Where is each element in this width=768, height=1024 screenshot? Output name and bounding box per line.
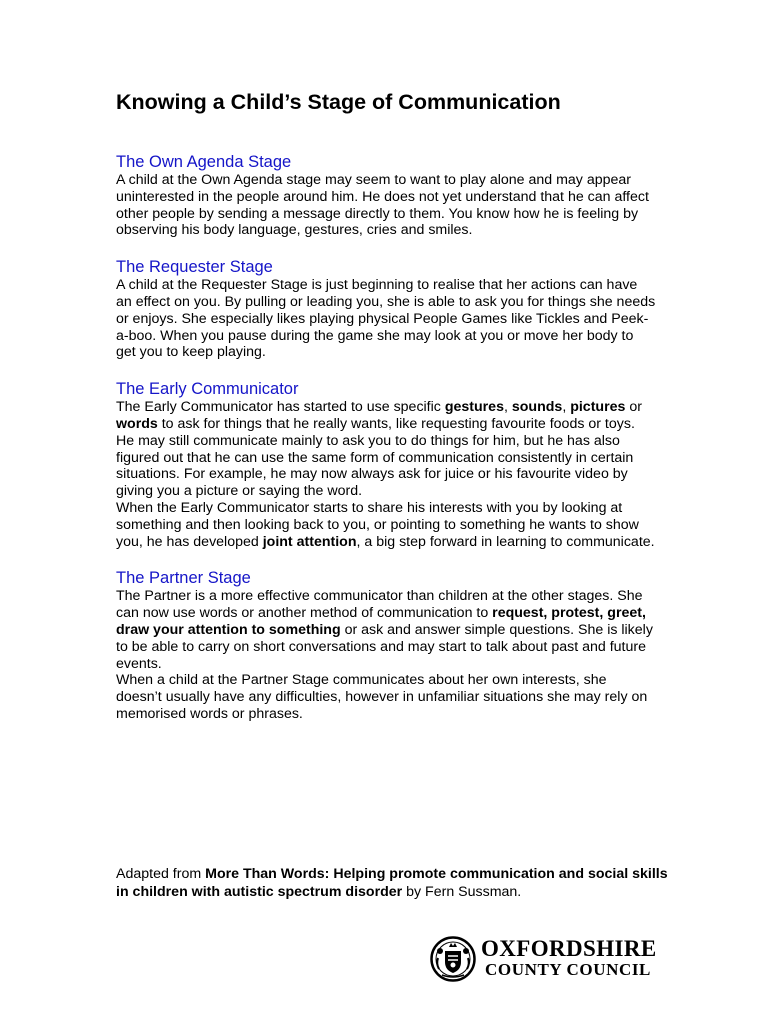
page-title: Knowing a Child’s Stage of Communication [116,90,561,114]
bold-text: More Than Words: Helping promote communication and social skills in children with autistic spectrum disorder [116,866,668,900]
section-paragraph [116,277,656,361]
text-run: The Partner is a more effective communicator than children at the other stages. She can now use words or another method of communication to [116,588,643,622]
section-paragraph [116,172,656,239]
text-run: When a child at the Partner Stage communicates about her own interests, she doesn’t usually have any difficulties, however in unfamiliar situations she may rely on memorised words or phrases. [116,672,648,722]
bold-text: words [116,415,158,432]
text-run: , a big step forward in learning to communicate. [356,533,655,550]
section-paragraph [116,588,656,672]
council-logo [430,934,660,984]
source-attribution [116,866,676,901]
council-name-line1: OXFORDSHIRE [481,936,657,961]
text-run: or [625,399,642,416]
text-run: to ask for things that he really wants, like requesting favourite foods or toys. He may still communicate mainly to ask you to do things for him, but he has also figured out that he can use the same form of communication consistently in certain situations. For example, he may now always ask for juice or his favourite video by giving you a picture or saying the word. [116,415,635,500]
text-run: Adapted from [116,866,206,882]
section-heading: The Requester Stage [116,258,273,277]
stage-section [116,379,656,550]
bold-text: joint attention [262,533,357,550]
stage-section [116,257,656,361]
section-paragraph [116,399,656,500]
stage-sections [116,152,656,723]
section-heading: The Own Agenda Stage [116,153,292,171]
text-run: , [562,399,571,416]
county-crest-icon [430,936,476,982]
bold-text: pictures [570,399,626,416]
bold-text: sounds [511,399,563,416]
stage-section [116,152,656,239]
section-paragraph [116,500,656,550]
stage-section [116,568,656,722]
text-run: , [503,399,512,416]
section-paragraph [116,672,656,722]
section-heading: The Partner Stage [116,569,251,588]
text-run: When the Early Communicator starts to share his interests with you by looking at something and then looking back to you, or pointing to something he wants to show you, he has developed [116,499,639,550]
bold-text: request, protest, greet, draw your attention to something [116,605,646,638]
council-wordmark [481,938,657,980]
bold-text: gestures [444,399,504,416]
text-run: The Early Communicator has started to use specific [116,399,445,416]
council-name-line2: COUNTY COUNCIL [485,960,651,979]
text-run: by Fern Sussman. [402,883,522,900]
document-body [116,88,656,741]
text-run: A child at the Own Agenda stage may seem to want to play alone and may appear uninterested in the people around him. He does not yet understand that he can affect other people by sending a message directly to them. You know how he is feeling by observing his body language, gestures, cries and smiles. [116,172,649,239]
text-run: A child at the Requester Stage is just beginning to realise that her actions can have an effect on you. By pulling or leading you, she is able to ask you for things she needs or enjoys. She especially likes playing physical People Games like Tickles and Peek-a-boo. When you pause during the game she may look at you or move her body to get you to keep playing. [116,277,656,361]
section-heading: The Early Communicator [116,380,299,399]
text-run: or ask and answer simple questions. She is likely to be able to carry on short conversations and may start to talk about past and future events. [116,621,653,672]
